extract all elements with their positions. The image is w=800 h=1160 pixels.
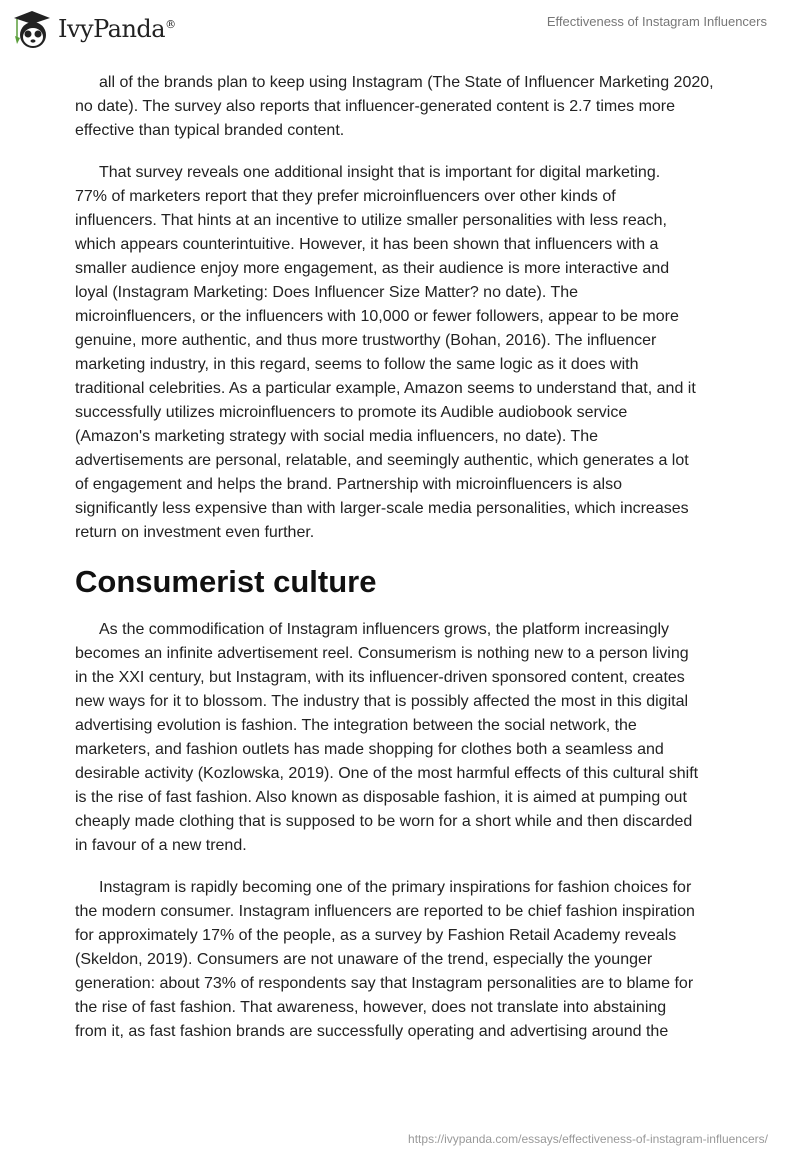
text-line: traditional celebrities. As a particular example, Amazon seems to understand that, and it [75, 380, 696, 397]
text-line: of engagement and helps the brand. Partnership with microinfluencers is also [75, 476, 622, 493]
text-line: Instagram is rapidly becoming one of the primary inspirations for fashion choices for [99, 879, 692, 896]
text-line: the modern consumer. Instagram influencers are reported to be chief fashion inspiration [75, 903, 695, 920]
footer-url[interactable]: https://ivypanda.com/essays/effectiveness-of-instagram-influencers/ [408, 1132, 768, 1146]
text-line: no date). The survey also reports that influencer-generated content is 2.7 times more [75, 98, 676, 115]
text-line: generation: about 73% of respondents say that Instagram personalities are to blame for [75, 975, 694, 992]
text-line: in the XXI century, but Instagram, with its influencer-driven sponsored content, creates [75, 669, 685, 686]
text-line: microinfluencers, or the influencers with 10,000 or fewer followers, appear to be more [75, 308, 679, 325]
text-line: (Amazon's marketing strategy with social media influencers, no date). The [75, 428, 598, 445]
text-line: all of the brands plan to keep using Instagram (The State of Influencer Marketing 2020, [99, 74, 714, 91]
text-line: As the commodification of Instagram influencers grows, the platform increasingly [99, 621, 670, 638]
paragraph [75, 876, 735, 1044]
paragraph [75, 71, 735, 143]
text-line: new ways for it to blossom. The industry that is possibly affected the most in this digital [75, 693, 689, 710]
text-line: marketers, and fashion outlets has made shopping for clothes both a seamless and [75, 741, 664, 758]
text-line: smaller audience enjoy more engagement, as their audience is more interactive and [75, 260, 670, 277]
text-line: marketing industry, in this regard, seems to follow the same logic as it does with [75, 356, 639, 373]
text-line: cheaply made clothing that is supposed to be worn for a short while and then discarded [75, 813, 693, 830]
text-line: becomes an infinite advertisement reel. Consumerism is nothing new to a person living [75, 645, 689, 662]
section-heading: Consumerist culture [75, 564, 377, 599]
document-title: Effectiveness of Instagram Influencers [546, 14, 767, 29]
logo-wordmark: IvyPanda® [58, 15, 176, 43]
text-line: for approximately 17% of the people, as a survey by Fashion Retail Academy reveals [75, 927, 677, 944]
page-header [0, 0, 800, 60]
text-line: effective than typical branded content. [75, 122, 345, 139]
text-line: which appears counterintuitive. However, it has been shown that influencers with a [75, 236, 659, 253]
paragraph [75, 161, 735, 545]
text-line: genuine, more authentic, and thus more trustworthy (Bohan, 2016). The influencer [75, 332, 657, 349]
text-line: significantly less expensive than with larger-scale media personalities, which increases [75, 500, 689, 517]
text-line: That survey reveals one additional insight that is important for digital marketing. [99, 164, 661, 181]
text-line: return on investment even further. [75, 524, 315, 541]
text-line: from it, as fast fashion brands are successfully operating and advertising around the [75, 1023, 669, 1040]
paragraph [75, 618, 735, 858]
text-line: (Skeldon, 2019). Consumers are not unaware of the trend, especially the younger [75, 951, 653, 968]
text-line: loyal (Instagram Marketing: Does Influencer Size Matter? no date). The [75, 284, 579, 301]
text-line: influencers. That hints at an incentive to utilize smaller personalities with less reach, [75, 212, 667, 229]
text-line: is the rise of fast fashion. Also known as disposable fashion, it is aimed at pumping out [75, 789, 687, 806]
ivypanda-logo[interactable] [12, 8, 176, 50]
text-line: 77% of marketers report that they prefer microinfluencers over other kinds of [75, 188, 616, 205]
text-line: in favour of a new trend. [75, 837, 247, 854]
text-line: advertising evolution is fashion. The integration between the social network, the [75, 717, 637, 734]
text-line: the rise of fast fashion. That awareness, however, does not translate into abstaining [75, 999, 667, 1016]
panda-mascot-icon [12, 8, 52, 50]
text-line: advertisements are personal, relatable, and seemingly authentic, which generates a lot [75, 452, 689, 469]
text-line: successfully utilizes microinfluencers to promote its Audible audiobook service [75, 404, 628, 421]
essay-body [75, 71, 735, 1062]
text-line: desirable activity (Kozlowska, 2019). One of the most harmful effects of this cultural shift [75, 765, 699, 782]
